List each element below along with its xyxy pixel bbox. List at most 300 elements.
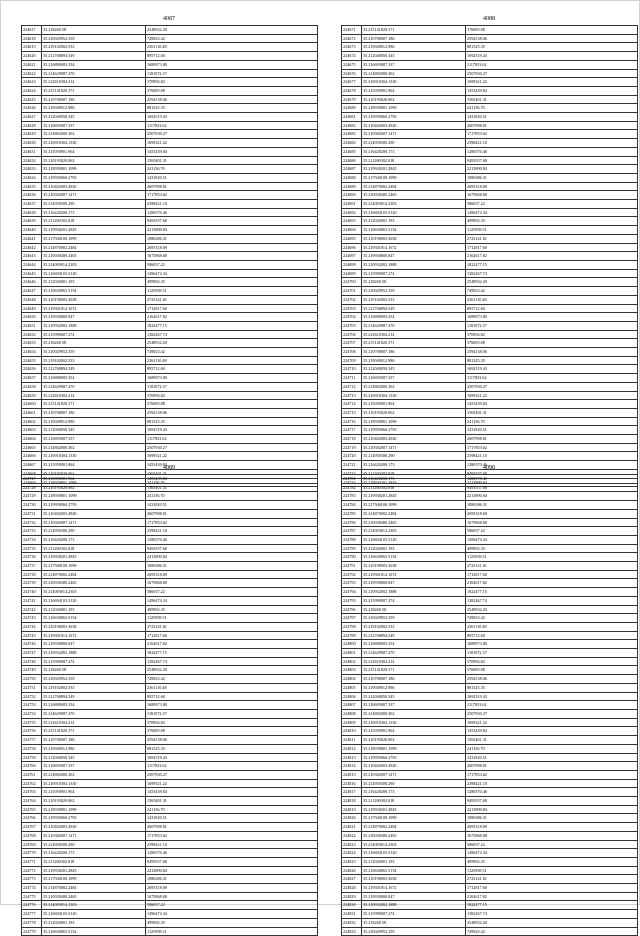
id-cell: 224700	[342, 278, 362, 287]
table-row	[342, 901, 638, 910]
table-row	[342, 165, 638, 174]
value-cell: 2695318.69	[466, 823, 638, 832]
id-cell: 224789	[342, 544, 362, 553]
coord-cell: 35.212020001.193	[362, 544, 466, 553]
value-cell: 2607998.01	[466, 762, 638, 771]
value-cell: 370994.82	[466, 330, 638, 339]
table-row	[22, 400, 318, 409]
id-cell: 224652	[22, 330, 42, 339]
id-cell: 224712	[342, 382, 362, 391]
value-cell: 376695.88	[146, 400, 318, 409]
coord-cell: 35.210190003.3638	[362, 562, 466, 571]
value-cell: 1699321.22	[466, 718, 638, 727]
table-row	[342, 701, 638, 710]
value-cell: 9493557.68	[146, 217, 318, 226]
table-row	[22, 718, 318, 727]
table-row	[22, 770, 318, 779]
id-cell: 224740	[22, 588, 42, 597]
value-cell: 1689973.80	[146, 701, 318, 710]
table-row	[342, 356, 638, 365]
table-row	[22, 683, 318, 692]
table-row	[342, 304, 638, 313]
id-cell: 224792	[342, 570, 362, 579]
coord-cell: 35.210030400.2465	[42, 579, 146, 588]
value-cell: 1431820.51	[146, 814, 318, 823]
value-cell: 586037.22	[466, 840, 638, 849]
value-cell: 1822477.15	[146, 649, 318, 658]
table-row	[342, 330, 638, 339]
id-cell: 224806	[342, 692, 362, 701]
value-cell: 1382267.74	[146, 330, 318, 339]
sheet-4088	[341, 15, 637, 487]
table-row	[342, 509, 638, 518]
coord-cell: 35.216693007.337	[42, 435, 146, 444]
value-cell: 376695.88	[466, 666, 638, 675]
id-cell: 224685	[342, 147, 362, 156]
coord-cell: 35.215050901.964	[42, 147, 146, 156]
id-cell: 224644	[22, 260, 42, 269]
id-cell: 224775	[22, 892, 42, 901]
value-cell: 1382267.74	[146, 657, 318, 666]
table-row	[342, 374, 638, 383]
id-cell: 224634	[22, 173, 42, 182]
id-cell: 224645	[22, 269, 42, 278]
id-cell: 224772	[22, 866, 42, 875]
table-row	[22, 631, 318, 640]
table-row	[342, 348, 638, 357]
value-cell: 370994.82	[466, 657, 638, 666]
id-cell: 224801	[342, 649, 362, 658]
table-row	[342, 95, 638, 104]
coord-cell: 35.212610304.214	[42, 391, 146, 400]
id-cell: 224761	[22, 770, 42, 779]
coord-cell: 35.210190003.3638	[362, 875, 466, 884]
value-cell: 2213890.84	[146, 226, 318, 235]
coord-cell: 35.210402003.4920	[362, 762, 466, 771]
table-row	[22, 52, 318, 61]
value-cell: 2507930.27	[466, 382, 638, 391]
id-cell: 224727	[22, 475, 42, 484]
coord-cell: 35.218260.58	[42, 666, 146, 675]
coord-cell: 35.214950300.290	[362, 452, 466, 461]
coord-cell: 35.219102002.533	[42, 683, 146, 692]
table-row	[22, 374, 318, 383]
id-cell: 224717	[342, 426, 362, 435]
value-cell: 2723141.61	[466, 875, 638, 884]
value-cell: 2213890.84	[146, 553, 318, 562]
coord-cell: 35.216880693.354	[42, 374, 146, 383]
id-cell: 224778	[22, 918, 42, 927]
id-cell: 224617	[22, 26, 42, 35]
coord-cell: 35.218260.58	[362, 605, 466, 614]
id-cell: 224642	[22, 243, 42, 252]
coord-cell: 35.210382007.1471	[362, 130, 466, 139]
value-cell: 2695318.69	[146, 570, 318, 579]
id-cell: 224809	[342, 718, 362, 727]
coord-cell: 35.216420200.173	[42, 535, 146, 544]
coord-cell: 35.218939801.1099	[362, 104, 466, 113]
value-cell: 2607998.01	[146, 509, 318, 518]
id-cell: 224818	[342, 797, 362, 806]
coord-cell: 35.219930800.047	[362, 892, 466, 901]
value-cell: 1382267.74	[466, 269, 638, 278]
coord-cell: 35.219930201.2845	[42, 226, 146, 235]
id-cell: 224640	[22, 226, 42, 235]
id-cell: 224771	[22, 857, 42, 866]
value-cell: 1712817.60	[146, 304, 318, 313]
coord-cell: 35.216420200.173	[362, 788, 466, 797]
value-cell: 749023.42	[146, 675, 318, 684]
table-row	[342, 588, 638, 597]
value-cell: 370994.82	[146, 391, 318, 400]
value-cell: 1453439.84	[466, 727, 638, 736]
table-row	[342, 675, 638, 684]
table-row	[22, 884, 318, 893]
value-cell: 1280370.46	[146, 535, 318, 544]
id-cell: 224680	[342, 104, 362, 113]
value-cell: 1565401.31	[146, 797, 318, 806]
coord-cell: 35.212768894.549	[362, 631, 466, 640]
id-cell: 224748	[22, 657, 42, 666]
id-cell: 224635	[22, 182, 42, 191]
value-cell: 2723141.61	[466, 562, 638, 571]
coord-cell: 35.217940100.1099	[362, 501, 466, 510]
table-row	[342, 208, 638, 217]
coord-cell: 35.217940100.1099	[42, 562, 146, 571]
coord-cell: 35.216420200.173	[42, 849, 146, 858]
value-cell: 2695318.69	[146, 884, 318, 893]
table-row	[342, 226, 638, 235]
id-cell: 224672	[342, 34, 362, 43]
table-row	[22, 875, 318, 884]
coord-cell: 35.210030400.2465	[362, 191, 466, 200]
table-row	[22, 831, 318, 840]
value-cell: 241156.70	[146, 165, 318, 174]
value-cell: 1453439.84	[466, 86, 638, 95]
value-cell: 2548932.20	[146, 26, 318, 35]
coord-cell: 35.214950300.290	[42, 527, 146, 536]
id-cell: 224790	[342, 553, 362, 562]
id-cell: 224824	[342, 849, 362, 858]
id-cell: 224831	[342, 910, 362, 919]
coord-cell: 35.211260302.018	[362, 483, 466, 492]
coord-cell: 35.214629087.470	[42, 382, 146, 391]
id-cell: 224689	[342, 182, 362, 191]
id-cell: 224751	[22, 683, 42, 692]
coord-cell: 35.217940100.1099	[362, 173, 466, 182]
table-row	[22, 69, 318, 78]
table-row	[342, 382, 638, 391]
id-cell: 224664	[22, 435, 42, 444]
table-row	[342, 492, 638, 501]
coord-cell: 35.210029952.359	[362, 927, 466, 936]
id-cell: 224649	[22, 304, 42, 313]
value-cell: 1117833.62	[466, 60, 638, 69]
table-row	[22, 666, 318, 675]
table-row	[22, 492, 318, 501]
value-cell: 1565401.31	[466, 408, 638, 417]
value-cell: 1496474.34	[146, 596, 318, 605]
table-row	[342, 147, 638, 156]
id-cell: 224776	[22, 901, 42, 910]
coord-cell: 35.219102002.533	[362, 295, 466, 304]
coord-cell: 35.218939801.1099	[42, 805, 146, 814]
value-cell: 1689973.80	[466, 640, 638, 649]
id-cell: 224773	[22, 875, 42, 884]
table-row	[22, 104, 318, 113]
value-cell: 1453439.84	[466, 400, 638, 409]
table-row	[342, 857, 638, 866]
coord-cell: 35.212040050.345	[42, 753, 146, 762]
id-cell: 224797	[342, 614, 362, 623]
id-cell: 224762	[22, 779, 42, 788]
value-cell: 1692519.43	[466, 365, 638, 374]
coord-cell: 35.216694103.5120	[42, 596, 146, 605]
id-cell: 224619	[22, 43, 42, 52]
data-table	[21, 474, 318, 936]
coord-cell: 35.219950060.2793	[42, 814, 146, 823]
value-cell: 2398421.10	[466, 139, 638, 148]
id-cell: 224641	[22, 234, 42, 243]
id-cell: 224750	[22, 675, 42, 684]
id-cell: 224795	[342, 596, 362, 605]
coord-cell: 35.210932002.1888	[362, 901, 466, 910]
coord-cell: 35.215141820.371	[362, 666, 466, 675]
id-cell: 224666	[22, 452, 42, 461]
coord-cell: 35.218260.58	[362, 918, 466, 927]
id-cell: 224690	[342, 191, 362, 200]
table-row	[22, 553, 318, 562]
value-cell: 1280370.46	[146, 849, 318, 858]
table-row	[22, 692, 318, 701]
value-cell: 241156.70	[466, 744, 638, 753]
id-cell: 224816	[342, 779, 362, 788]
coord-cell: 35.212020001.193	[42, 605, 146, 614]
coord-cell: 35.219930800.047	[42, 313, 146, 322]
value-cell: 241156.70	[146, 492, 318, 501]
table-row	[22, 417, 318, 426]
table-row	[342, 443, 638, 452]
table-row	[342, 173, 638, 182]
coord-cell: 35.210193020.062	[42, 483, 146, 492]
value-cell: 2162617.82	[466, 579, 638, 588]
coord-cell: 35.219049012.986	[42, 744, 146, 753]
id-cell: 224820	[342, 814, 362, 823]
id-cell: 224675	[342, 60, 362, 69]
coord-cell: 35.216694103.5120	[42, 910, 146, 919]
coord-cell: 35.216420200.173	[362, 147, 466, 156]
id-cell: 224684	[342, 139, 362, 148]
value-cell: 2361110.48	[466, 622, 638, 631]
coord-cell: 35.212768894.549	[42, 692, 146, 701]
value-cell: 241156.70	[466, 104, 638, 113]
table-row	[342, 200, 638, 209]
table-row	[22, 130, 318, 139]
value-cell: 2594138.06	[466, 348, 638, 357]
table-row	[22, 26, 318, 35]
value-cell: 1689973.80	[146, 60, 318, 69]
id-cell: 224715	[342, 408, 362, 417]
coord-cell: 35.217940100.1099	[362, 814, 466, 823]
coord-cell: 35.212610304.214	[42, 78, 146, 87]
table-row	[22, 435, 318, 444]
value-cell: 2361110.48	[146, 683, 318, 692]
value-cell: 1382267.74	[466, 596, 638, 605]
table-row	[342, 762, 638, 771]
coord-cell: 35.210193020.062	[362, 95, 466, 104]
id-cell: 224650	[22, 313, 42, 322]
coord-cell: 35.210932002.1888	[42, 649, 146, 658]
value-cell: 2507930.27	[146, 443, 318, 452]
value-cell: 1125958.51	[146, 614, 318, 623]
coord-cell: 35.215990007.274	[362, 596, 466, 605]
coord-cell: 35.215990007.274	[362, 910, 466, 919]
coord-cell: 35.215141820.371	[362, 26, 466, 35]
sheet-4090	[341, 464, 637, 936]
value-cell: 1699321.22	[146, 452, 318, 461]
coord-cell: 35.216880693.354	[362, 640, 466, 649]
value-cell: 1699321.22	[466, 391, 638, 400]
table-row	[342, 527, 638, 536]
table-row	[342, 501, 638, 510]
table-row	[22, 727, 318, 736]
table-row	[342, 779, 638, 788]
table-row	[22, 596, 318, 605]
coord-cell: 35.214950300.290	[42, 200, 146, 209]
id-cell: 224821	[342, 823, 362, 832]
id-cell: 224829	[342, 892, 362, 901]
coord-cell: 35.210193020.062	[42, 156, 146, 165]
table-row	[342, 622, 638, 631]
value-cell: 1086386.31	[466, 501, 638, 510]
id-cell: 224825	[342, 857, 362, 866]
table-row	[342, 417, 638, 426]
id-cell: 224631	[22, 147, 42, 156]
coord-cell: 35.215990007.274	[42, 657, 146, 666]
table-row	[342, 553, 638, 562]
table-row	[22, 113, 318, 122]
value-cell: 2695318.69	[466, 509, 638, 518]
value-cell: 749023.42	[466, 927, 638, 936]
id-cell: 224803	[342, 666, 362, 675]
table-row	[342, 121, 638, 130]
id-cell: 224656	[22, 365, 42, 374]
value-cell: 1717853.62	[146, 191, 318, 200]
coord-cell: 35.216910304.1330	[362, 391, 466, 400]
coord-cell: 35.216910304.1330	[42, 779, 146, 788]
id-cell: 224810	[342, 727, 362, 736]
value-cell: 1117833.62	[146, 435, 318, 444]
coord-cell: 35.210932002.1888	[362, 588, 466, 597]
id-cell: 224698	[342, 260, 362, 269]
value-cell: 1496474.34	[146, 269, 318, 278]
table-row	[22, 788, 318, 797]
coord-cell: 35.212768894.549	[362, 304, 466, 313]
table-row	[342, 640, 638, 649]
value-cell: 499992.35	[146, 918, 318, 927]
value-cell: 881325.35	[146, 417, 318, 426]
value-cell: 2213890.84	[466, 478, 638, 487]
value-cell: 1699321.22	[146, 779, 318, 788]
id-cell: 224737	[22, 562, 42, 571]
value-cell: 1453439.84	[146, 788, 318, 797]
table-row	[342, 518, 638, 527]
table-row	[342, 234, 638, 243]
value-cell: 376695.88	[146, 727, 318, 736]
value-cell: 1280370.46	[146, 208, 318, 217]
coord-cell: 35.212768894.549	[42, 365, 146, 374]
table-row	[22, 408, 318, 417]
table-row	[22, 622, 318, 631]
value-cell: 241156.70	[146, 805, 318, 814]
table-row	[22, 330, 318, 339]
id-cell: 224731	[22, 509, 42, 518]
table-row	[22, 753, 318, 762]
coord-cell: 35.218260.58	[362, 278, 466, 287]
value-cell: 749023.42	[146, 348, 318, 357]
table-row	[342, 840, 638, 849]
value-cell: 1181072.37	[466, 321, 638, 330]
value-cell: 2548932.20	[146, 339, 318, 348]
value-cell: 1689973.80	[146, 374, 318, 383]
table-row	[342, 130, 638, 139]
sheet-title: 4087	[163, 16, 175, 22]
coord-cell: 35.218939801.1099	[42, 165, 146, 174]
id-cell: 224643	[22, 252, 42, 261]
table-row	[342, 400, 638, 409]
id-cell: 224768	[22, 831, 42, 840]
table-row	[342, 884, 638, 893]
coord-cell: 35.210402003.4920	[362, 121, 466, 130]
coord-cell: 35.216910304.1330	[42, 452, 146, 461]
table-row	[342, 252, 638, 261]
table-row	[22, 901, 318, 910]
coord-cell: 35.212610304.214	[362, 657, 466, 666]
id-cell: 224830	[342, 901, 362, 910]
table-row	[342, 770, 638, 779]
value-cell: 1822477.15	[466, 260, 638, 269]
value-cell: 1117833.62	[146, 121, 318, 130]
coord-cell: 35.219301014.1672	[362, 884, 466, 893]
table-row	[342, 544, 638, 553]
coord-cell: 35.218939801.1099	[42, 478, 146, 487]
coord-cell: 35.215141820.371	[362, 339, 466, 348]
coord-cell: 35.214629087.470	[362, 649, 466, 658]
sheet-title: 4088	[483, 16, 495, 22]
id-cell: 224749	[22, 666, 42, 675]
coord-cell: 35.218939801.1099	[42, 492, 146, 501]
id-cell: 224624	[22, 86, 42, 95]
value-cell: 1822477.15	[466, 901, 638, 910]
table-row	[342, 718, 638, 727]
id-cell: 224667	[22, 461, 42, 470]
id-cell: 224723	[342, 478, 362, 487]
id-cell: 224769	[22, 840, 42, 849]
id-cell: 224819	[342, 805, 362, 814]
table-row	[342, 78, 638, 87]
coord-cell: 35.212610304.214	[42, 718, 146, 727]
coord-cell: 35.216694103.5120	[362, 535, 466, 544]
table-row	[22, 744, 318, 753]
id-cell: 224630	[22, 139, 42, 148]
coord-cell: 35.212040050.345	[42, 426, 146, 435]
coord-cell: 35.214629087.470	[362, 321, 466, 330]
value-cell: 1675868.68	[146, 579, 318, 588]
coord-cell: 35.214003014.2303	[42, 260, 146, 269]
table-row	[342, 435, 638, 444]
table-row	[22, 382, 318, 391]
id-cell: 224681	[342, 113, 362, 122]
